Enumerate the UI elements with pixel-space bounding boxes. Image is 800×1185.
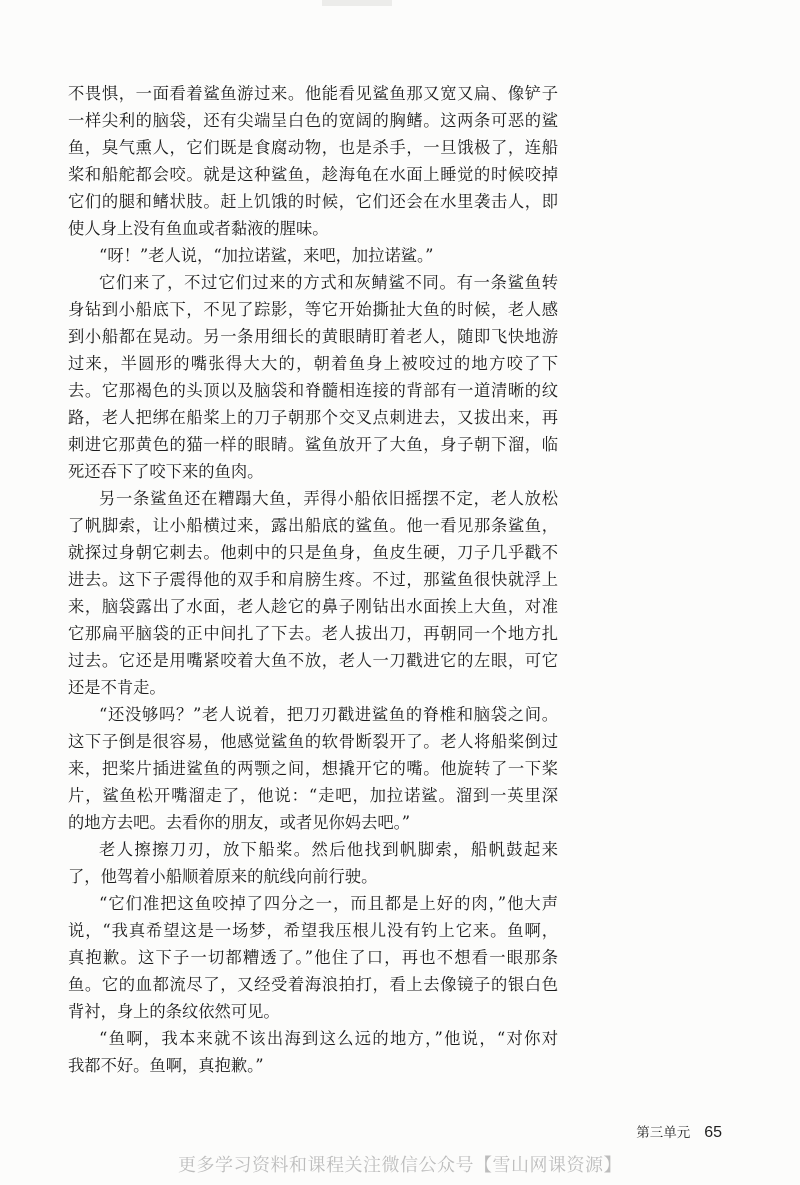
paragraph-first-line: “它们准把这鱼咬掉了四分之一，而且都是上好的肉，”他大声 xyxy=(99,894,558,913)
paragraph-first-line: “还没够吗？”老人说着，把刀刃戳进鲨鱼的脊椎和脑袋之间。 xyxy=(99,705,558,724)
text-line: 过去。它还是用嘴紧咬着大鱼不放，老人一刀戳进它的左眼，可它 xyxy=(68,651,558,670)
text-line: 就探过身朝它刺去。他刺中的只是鱼身，鱼皮生硬，刀子几乎戳不 xyxy=(68,543,558,562)
text-line: 过来，半圆形的嘴张得大大的，朝着鱼身上被咬过的地方咬了下 xyxy=(68,354,558,373)
text-line: 去。它那褐色的头顶以及脑袋和脊髓相连接的背部有一道清晰的纹 xyxy=(68,381,558,400)
text-line: 它们的腿和鳍状肢。赶上饥饿的时候，它们还会在水里袭击人，即 xyxy=(68,192,558,211)
text-line: 刺进它那黄色的猫一样的眼睛。鲨鱼放开了大鱼，身子朝下溜，临 xyxy=(68,435,558,454)
text-line: 路，老人把绑在船桨上的刀子朝那个交叉点刺进去，又拔出来，再 xyxy=(68,408,558,427)
text-line: 桨和船舵都会咬。就是这种鲨鱼，趁海龟在水面上睡觉的时候咬掉 xyxy=(68,165,558,184)
text-line: 真抱歉。这下子一切都糟透了。”他住了口，再也不想看一眼那条 xyxy=(68,948,558,967)
text-line: 来，脑袋露出了水面，老人趁它的鼻子刚钻出水面挨上大鱼，对准 xyxy=(68,597,558,616)
text-line: 使人身上没有鱼血或者黏液的腥味。 xyxy=(68,219,329,238)
page-number: 65 xyxy=(704,1124,722,1141)
text-line: 还是不肯走。 xyxy=(68,678,166,697)
watermark-text: 更多学习资料和课程关注微信公众号【雪山网课资源】 xyxy=(178,1155,622,1176)
body-text xyxy=(68,80,558,1079)
scan-top-mark xyxy=(322,0,392,6)
text-line: 进去。这下子震得他的双手和肩膀生疼。不过，那鲨鱼很快就浮上 xyxy=(68,570,558,589)
text-line: 它那扁平脑袋的正中间扎了下去。老人拔出刀，再朝同一个地方扎 xyxy=(68,624,558,643)
paragraph-first-line: 老人擦擦刀刃，放下船桨。然后他找到帆脚索，船帆鼓起来 xyxy=(99,840,558,859)
text-line: 不畏惧，一面看着鲨鱼游过来。他能看见鲨鱼那又宽又扁、像铲子 xyxy=(68,84,558,103)
paragraph-first-line: “呀！”老人说，“加拉诺鲨，来吧，加拉诺鲨。” xyxy=(99,246,434,265)
paragraph-first-line: 另一条鲨鱼还在糟蹋大鱼，弄得小船依旧摇摆不定，老人放松 xyxy=(99,489,558,508)
text-line: 身钻到小船底下，不见了踪影，等它开始撕扯大鱼的时候，老人感 xyxy=(68,300,558,319)
text-line: 我都不好。鱼啊，真抱歉。” xyxy=(68,1056,264,1075)
text-line: 鱼。它的血都流尽了，又经受着海浪拍打，看上去像镜子的银白色 xyxy=(68,975,558,994)
paragraph-first-line: “鱼啊，我本来就不该出海到这么远的地方，”他说，“对你对 xyxy=(99,1029,558,1048)
page-footer xyxy=(636,1121,722,1142)
text-line: 死还吞下了咬下来的鱼肉。 xyxy=(68,462,264,481)
text-line: 的地方去吧。去看你的朋友，或者见你妈去吧。” xyxy=(68,813,411,832)
text-line: 来，把桨片插进鲨鱼的两颚之间，想撬开它的嘴。他旋转了一下桨 xyxy=(68,759,558,778)
paragraph-first-line: 它们来了，不过它们过来的方式和灰鲭鲨不同。有一条鲨鱼转 xyxy=(99,273,558,292)
text-line: 了，他驾着小船顺着原来的航线向前行驶。 xyxy=(68,867,378,886)
unit-label: 第三单元 xyxy=(636,1125,691,1141)
text-line: 片，鲨鱼松开嘴溜走了，他说：“走吧，加拉诺鲨。溜到一英里深 xyxy=(68,786,558,805)
text-line: 背衬，身上的条纹依然可见。 xyxy=(68,1002,280,1021)
text-line: 一样尖利的脑袋，还有尖端呈白色的宽阔的胸鳍。这两条可恶的鲨 xyxy=(68,111,558,130)
text-line: 鱼，臭气熏人，它们既是食腐动物，也是杀手，一旦饿极了，连船 xyxy=(68,138,558,157)
text-line: 说，“我真希望这是一场梦，希望我压根儿没有钓上它来。鱼啊， xyxy=(68,921,558,940)
text-line: 这下子倒是很容易，他感觉鲨鱼的软骨断裂开了。老人将船桨倒过 xyxy=(68,732,558,751)
text-line: 了帆脚索，让小船横过来，露出船底的鲨鱼。他一看见那条鲨鱼， xyxy=(68,516,558,535)
text-line: 到小船都在晃动。另一条用细长的黄眼睛盯着老人，随即飞快地游 xyxy=(68,327,558,346)
